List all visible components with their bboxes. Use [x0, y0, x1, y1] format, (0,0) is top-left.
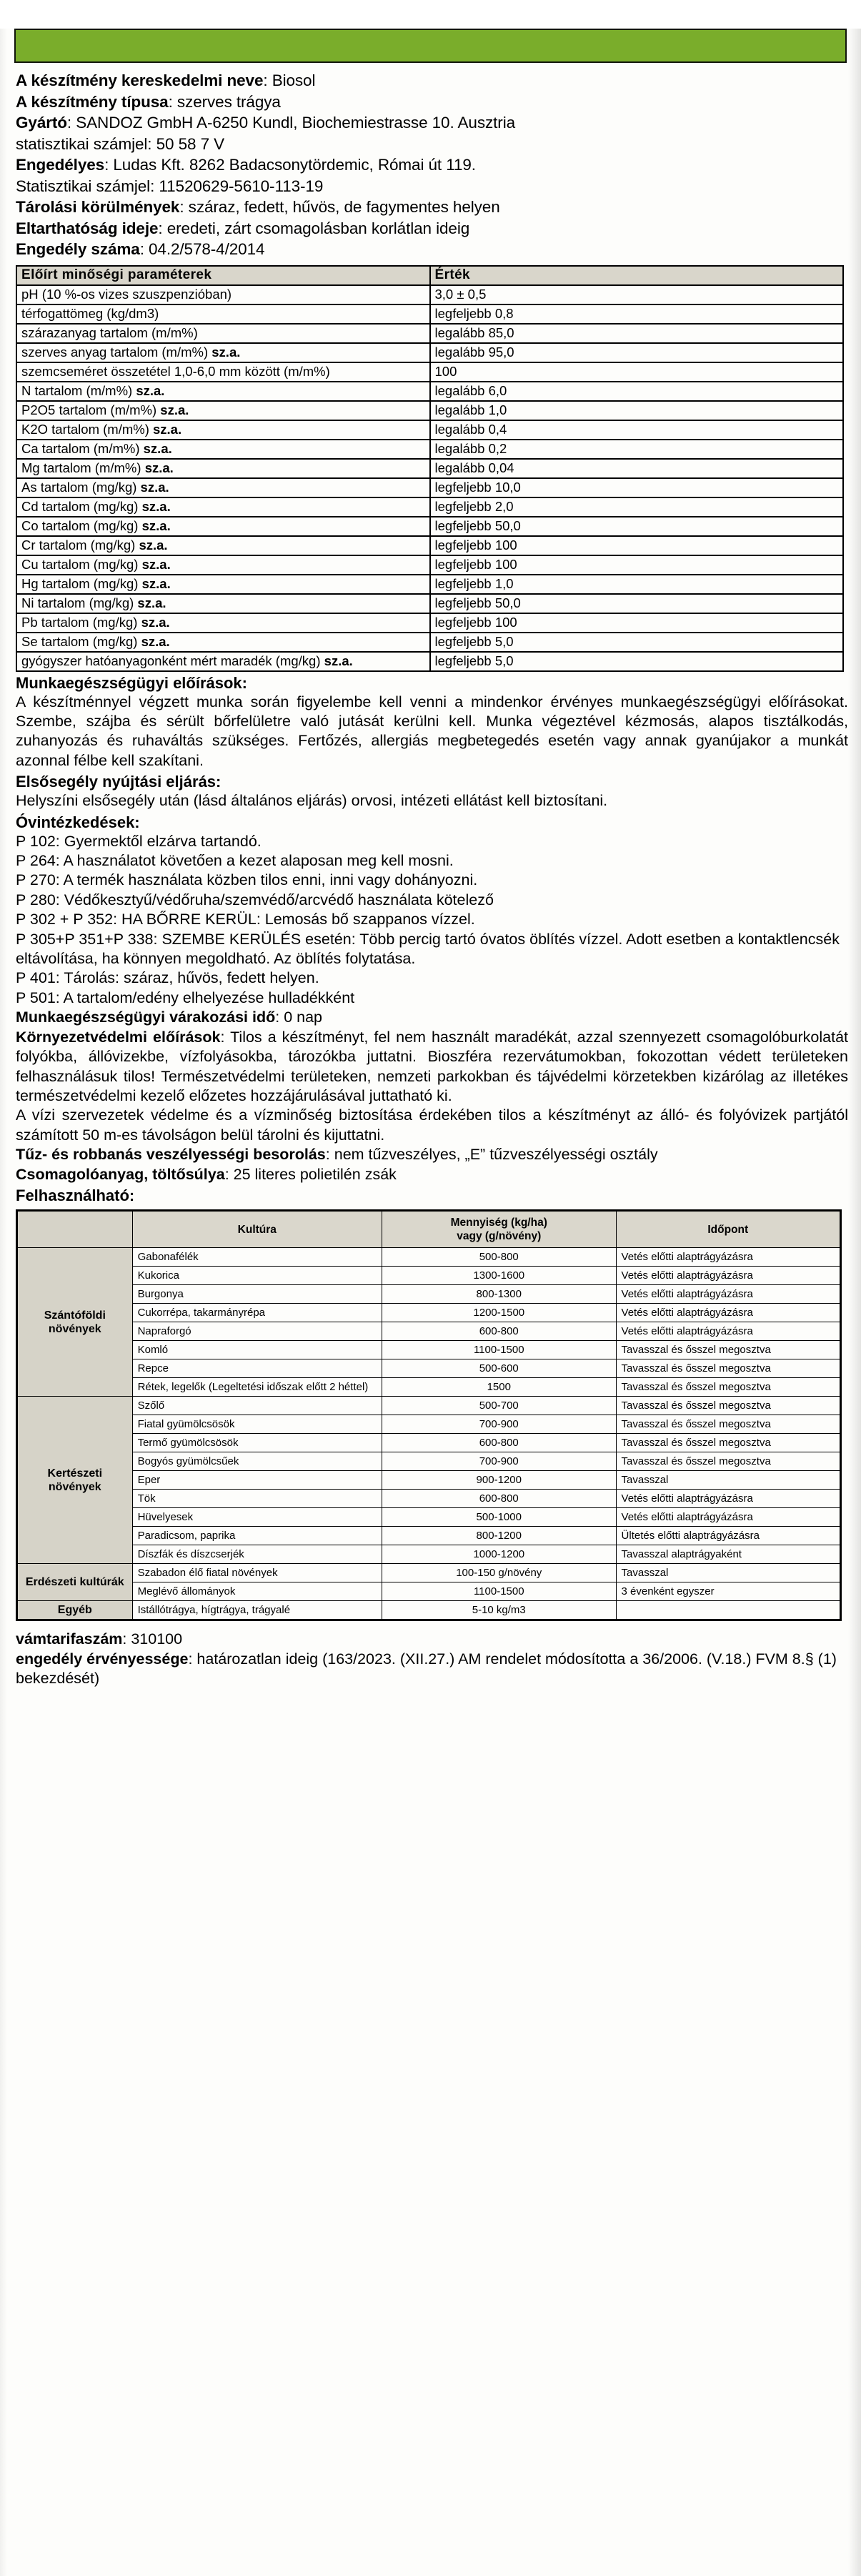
cell-parameter: N tartalom (m/m%) sz.a.	[16, 382, 430, 401]
cell-kultura: Hüvelyesek	[132, 1508, 382, 1527]
product-info-value: 04.2/578-4/2014	[149, 240, 265, 258]
table-row	[16, 536, 843, 555]
quality-parameters-table	[16, 265, 844, 672]
cell-parameter: szerves anyag tartalom (m/m%) sz.a.	[16, 343, 430, 362]
cell-value: legfeljebb 5,0	[430, 652, 844, 671]
cell-kultura: Cukorrépa, takarmányrépa	[132, 1304, 382, 1322]
usage-group-label: Szántóföldi növények	[17, 1248, 133, 1397]
waiting-time-label: Munkaegészségügyi várakozási idő	[16, 1009, 276, 1026]
cell-parameter: Pb tartalom (mg/kg) sz.a.	[16, 613, 430, 633]
cell-kultura: Kukorica	[132, 1267, 382, 1285]
cell-idopont: Tavasszal és ősszel megosztva	[616, 1397, 840, 1415]
packaging-value: 25 literes polietilén zsák	[233, 1165, 397, 1183]
cell-value: legalább 1,0	[430, 401, 844, 420]
cell-value: legalább 6,0	[430, 382, 844, 401]
product-info-value: SANDOZ GmbH A-6250 Kundl, Biochemiestrasse 10. Ausztria	[76, 114, 516, 132]
cell-parameter: K2O tartalom (m/m%) sz.a.	[16, 420, 430, 440]
product-info-label: Engedélyes	[16, 156, 105, 174]
cell-mennyiseg: 800-1200	[382, 1527, 616, 1545]
colon: :	[66, 114, 76, 132]
cell-parameter-suffix: sz.a.	[144, 460, 174, 475]
column-header-value: Érték	[430, 266, 844, 285]
table-row	[17, 1508, 841, 1527]
table-row	[16, 285, 843, 304]
occupational-health-heading: Munkaegészségügyi előírások:	[16, 673, 247, 692]
table-row	[16, 459, 843, 478]
precaution-item: P 102: Gyermektől elzárva tartandó.	[16, 832, 262, 850]
cell-idopont: Vetés előtti alaptrágyázásra	[616, 1248, 840, 1267]
cell-parameter: szárazanyag tartalom (m/m%)	[16, 324, 430, 343]
cell-idopont: Tavasszal	[616, 1564, 840, 1582]
table-row	[17, 1285, 841, 1304]
cell-kultura: Komló	[132, 1341, 382, 1359]
usage-table-body	[17, 1248, 841, 1620]
cell-value: legfeljebb 0,8	[430, 304, 844, 324]
product-info-line	[16, 70, 848, 91]
cell-parameter: Ca tartalom (m/m%) sz.a.	[16, 440, 430, 459]
cell-value: legalább 0,4	[430, 420, 844, 440]
cell-value: legfeljebb 100	[430, 613, 844, 633]
table-row	[17, 1527, 841, 1545]
validity-line	[16, 1650, 848, 1689]
cell-kultura: Termő gyümölcsösök	[132, 1434, 382, 1452]
column-header-kultura: Kultúra	[132, 1211, 382, 1248]
cell-idopont: Vetés előtti alaptrágyázásra	[616, 1267, 840, 1285]
cell-mennyiseg: 1100-1500	[382, 1582, 616, 1601]
product-info-line	[16, 176, 848, 197]
product-info-line	[16, 91, 848, 113]
cell-idopont: Tavasszal és ősszel megosztva	[616, 1341, 840, 1359]
cell-idopont: Vetés előtti alaptrágyázásra	[616, 1490, 840, 1508]
cell-mennyiseg: 800-1300	[382, 1285, 616, 1304]
first-aid-body: Helyszíni elsősegély után (lásd általános eljárás) orvosi, intézeti ellátást kell biztosítani.	[16, 792, 608, 810]
table-row	[16, 555, 843, 575]
product-info-label: Statisztikai számjel	[16, 177, 151, 195]
cell-idopont: 3 évenként egyszer	[616, 1582, 840, 1601]
table-row	[16, 594, 843, 613]
cell-idopont: Vetés előtti alaptrágyázásra	[616, 1322, 840, 1341]
product-info-label: Engedély száma	[16, 240, 140, 258]
cell-mennyiseg: 900-1200	[382, 1471, 616, 1490]
cell-parameter: Cd tartalom (mg/kg) sz.a.	[16, 497, 430, 517]
colon: :	[275, 1009, 284, 1026]
label-content	[0, 70, 861, 1689]
colon: :	[179, 198, 189, 216]
usage-group-label: Erdészeti kultúrák	[17, 1564, 133, 1601]
table-row	[16, 633, 843, 652]
table-row	[16, 324, 843, 343]
table-row	[16, 401, 843, 420]
product-info-value: szerves trágya	[176, 92, 281, 111]
precaution-item: P 302 + P 352: HA BŐRRE KERÜL: Lemosás bő szappanos vízzel.	[16, 911, 475, 928]
colon: :	[263, 71, 272, 89]
product-info-value: Biosol	[272, 71, 316, 89]
product-info-line	[16, 134, 848, 155]
cell-idopont: Vetés előtti alaptrágyázásra	[616, 1508, 840, 1527]
fire-class-value: nem tűzveszélyes, „E” tűzveszélyességi osztály	[334, 1146, 658, 1164]
table-row	[16, 575, 843, 594]
table-row	[16, 497, 843, 517]
cell-parameter: pH (10 %-os vizes szuszpenzióban)	[16, 285, 430, 304]
colon: :	[188, 1650, 197, 1668]
tariff-value: 310100	[131, 1630, 183, 1648]
cell-idopont: Vetés előtti alaptrágyázásra	[616, 1304, 840, 1322]
cell-parameter: Hg tartalom (mg/kg) sz.a.	[16, 575, 430, 594]
cell-parameter-suffix: sz.a.	[140, 480, 169, 495]
table-row	[17, 1601, 841, 1620]
cell-parameter: Se tartalom (mg/kg) sz.a.	[16, 633, 430, 652]
table-row	[16, 362, 843, 382]
usage-group-label: Egyéb	[17, 1601, 133, 1620]
cell-parameter-suffix: sz.a.	[136, 383, 165, 398]
cell-idopont: Tavasszal és ősszel megosztva	[616, 1452, 840, 1471]
cell-mennyiseg: 1500	[382, 1378, 616, 1397]
colon: :	[325, 1146, 334, 1164]
cell-kultura: Bogyós gyümölcsűek	[132, 1452, 382, 1471]
first-aid-heading: Elsősegély nyújtási eljárás:	[16, 773, 222, 791]
column-header-group	[17, 1211, 133, 1248]
product-info-line	[16, 112, 848, 134]
product-info-value: száraz, fedett, hűvös, de fagymentes helyen	[188, 198, 500, 216]
cell-idopont	[616, 1601, 840, 1620]
table-row	[16, 613, 843, 633]
cell-kultura: Burgonya	[132, 1285, 382, 1304]
waiting-time-line	[16, 1008, 848, 1028]
table-row	[17, 1490, 841, 1508]
cell-parameter: P2O5 tartalom (m/m%) sz.a.	[16, 401, 430, 420]
table-row	[17, 1359, 841, 1378]
table-row	[16, 652, 843, 671]
precaution-item: P 264: A használatot követően a kezet alaposan meg kell mosni.	[16, 851, 454, 869]
table-row	[17, 1397, 841, 1415]
cell-parameter-suffix: sz.a.	[141, 557, 171, 572]
product-info-label: A készítmény típusa	[16, 92, 169, 111]
cell-mennyiseg: 1000-1200	[382, 1545, 616, 1564]
cell-mennyiseg: 1200-1500	[382, 1304, 616, 1322]
packaging-line	[16, 1165, 848, 1185]
cell-parameter: gyógyszer hatóanyagonként mért maradék (mg/kg) sz.a.	[16, 652, 430, 671]
table-row	[16, 517, 843, 536]
product-info-value: 50 58 7 V	[156, 134, 225, 153]
product-info-label: A készítmény kereskedelmi neve	[16, 71, 264, 89]
cell-mennyiseg: 600-800	[382, 1490, 616, 1508]
tariff-label: vámtarifaszám	[16, 1630, 123, 1648]
cell-mennyiseg: 500-800	[382, 1248, 616, 1267]
cell-value: legalább 0,04	[430, 459, 844, 478]
colon: :	[150, 177, 159, 195]
cell-mennyiseg: 700-900	[382, 1452, 616, 1471]
cell-kultura: Istállótrágya, hígtrágya, trágyalé	[132, 1601, 382, 1620]
cell-parameter-suffix: sz.a.	[324, 653, 353, 668]
precaution-item: P 270: A termék használata közben tilos enni, inni vagy dohányozni.	[16, 871, 478, 889]
colon: :	[224, 1165, 234, 1183]
cell-parameter: térfogattömeg (kg/dm3)	[16, 304, 430, 324]
table-row	[16, 420, 843, 440]
product-info-line	[16, 154, 848, 176]
table-row	[17, 1434, 841, 1452]
waiting-time-value: 0 nap	[284, 1009, 323, 1026]
colon: :	[147, 134, 156, 153]
product-info-label: Gyártó	[16, 114, 67, 132]
table-row	[17, 1415, 841, 1434]
colon: :	[220, 1028, 231, 1046]
cell-value: legalább 95,0	[430, 343, 844, 362]
cell-kultura: Szabadon élő fiatal növények	[132, 1564, 382, 1582]
cell-parameter-suffix: sz.a.	[211, 345, 241, 360]
cell-kultura: Gabonafélék	[132, 1248, 382, 1267]
cell-idopont: Tavasszal alaptrágyaként	[616, 1545, 840, 1564]
table-row	[17, 1582, 841, 1601]
colon: :	[104, 156, 114, 174]
fire-class-label: Tűz- és robbanás veszélyességi besorolás	[16, 1146, 326, 1164]
cell-kultura: Fiatal gyümölcsösök	[132, 1415, 382, 1434]
mennyiseg-line-1: Mennyiség (kg/ha)	[450, 1217, 547, 1229]
cell-idopont: Vetés előtti alaptrágyázásra	[616, 1285, 840, 1304]
table-row	[17, 1267, 841, 1285]
cell-parameter: szemcseméret összetétel 1,0-6,0 mm között (m/m%)	[16, 362, 430, 382]
table-row	[16, 440, 843, 459]
colon: :	[139, 240, 149, 258]
green-header-bar	[14, 29, 847, 63]
environment-text: Tilos a készítményt, fel nem használt maradékát, azzal szennyezett csomagolóburkolatát folyókba, állóvizekbe, vízfolyásokba, tározókba juttatni. Bioszféra rezervátumokban, fokozottan védett területeken felhasználásuk tilos! Természetvédelmi területeken, nemzeti parkokban és tájvédelmi körzetekben kizárólag az illetékes természetvédelmi kezelő előzetes hozzájárulásával juttatható ki.	[16, 1028, 849, 1104]
precautions-list	[16, 832, 848, 1009]
water-protection-body: A vízi szervezetek védelme és a vízminőség biztosítása érdekében tilos a készítményt az álló- és folyóvizek partjától számított 50 m-es távolságon belül tárolni és kijuttatni.	[16, 1106, 848, 1144]
cell-parameter-suffix: sz.a.	[141, 576, 171, 591]
cell-value: legalább 0,2	[430, 440, 844, 459]
colon: :	[168, 92, 177, 111]
environment-body	[16, 1028, 848, 1106]
cell-value: legfeljebb 1,0	[430, 575, 844, 594]
precautions-heading: Óvintézkedések:	[16, 813, 140, 831]
cell-kultura: Meglévő állományok	[132, 1582, 382, 1601]
product-info-value: eredeti, zárt csomagolásban korlátlan ideig	[166, 219, 470, 237]
cell-value: 3,0 ± 0,5	[430, 285, 844, 304]
cell-parameter: As tartalom (mg/kg) sz.a.	[16, 478, 430, 497]
colon: :	[122, 1630, 131, 1648]
cell-value: 100	[430, 362, 844, 382]
column-header-idopont: Időpont	[616, 1211, 840, 1248]
cell-mennyiseg: 1300-1600	[382, 1267, 616, 1285]
product-label-page	[0, 29, 861, 2576]
mennyiseg-line-2: vagy (g/növény)	[457, 1230, 542, 1243]
cell-mennyiseg: 500-1000	[382, 1508, 616, 1527]
product-info-line	[16, 218, 848, 239]
cell-idopont: Tavasszal	[616, 1471, 840, 1490]
cell-kultura: Paradicsom, paprika	[132, 1527, 382, 1545]
table-row	[17, 1304, 841, 1322]
product-info-block	[16, 70, 848, 260]
cell-idopont: Tavasszal és ősszel megosztva	[616, 1415, 840, 1434]
table-row	[16, 478, 843, 497]
product-info-line	[16, 197, 848, 218]
occupational-health-body: A készítménnyel végzett munka során figyelembe kell venni a mindenkor érvényes munkaegészségügyi előírásokat. Szembe, szájba és sérült bőrfelületre való jutását kerülni kell. Munka végeztével kézmosás, alapos tisztálkodás, zuhanyozás és ruhaváltás szükséges. Fertőzés, allergiás megbetegedés esetén vagy annak gyanújakor a munkát azonnal félbe kell szakítani.	[16, 693, 848, 769]
table-row	[17, 1341, 841, 1359]
usage-heading: Felhasználható:	[16, 1187, 135, 1205]
cell-parameter-suffix: sz.a.	[160, 402, 189, 417]
cell-parameter: Mg tartalom (m/m%) sz.a.	[16, 459, 430, 478]
fire-class-line	[16, 1145, 848, 1164]
quality-table-body	[16, 285, 843, 671]
cell-idopont: Tavasszal és ősszel megosztva	[616, 1434, 840, 1452]
table-row	[17, 1564, 841, 1582]
cell-idopont: Tavasszal és ősszel megosztva	[616, 1359, 840, 1378]
usage-table	[16, 1209, 842, 1621]
cell-kultura: Rétek, legelők (Legeltetési időszak előtt 2 héttel)	[132, 1378, 382, 1397]
cell-parameter-suffix: sz.a.	[141, 518, 171, 533]
cell-parameter-suffix: sz.a.	[139, 538, 168, 553]
cell-parameter: Co tartalom (mg/kg) sz.a.	[16, 517, 430, 536]
cell-value: legfeljebb 2,0	[430, 497, 844, 517]
cell-parameter-suffix: sz.a.	[141, 499, 171, 514]
validity-value: határozatlan ideig (163/2023. (XII.27.) AM rendelet módosította a 36/2006. (V.18.) FVM 8.§ (1) bekezdését)	[16, 1650, 837, 1688]
packaging-label: Csomagolóanyag, töltősúlya	[16, 1165, 225, 1183]
tariff-line	[16, 1630, 848, 1650]
table-row	[17, 1452, 841, 1471]
cell-parameter-suffix: sz.a.	[137, 595, 166, 610]
product-info-line	[16, 239, 848, 260]
cell-kultura: Szőlő	[132, 1397, 382, 1415]
cell-parameter-suffix: sz.a.	[141, 634, 170, 649]
cell-mennyiseg: 600-800	[382, 1434, 616, 1452]
product-info-label: statisztikai számjel	[16, 134, 148, 153]
product-info-value: 11520629-5610-113-19	[159, 177, 324, 195]
table-row	[17, 1545, 841, 1564]
cell-parameter: Cr tartalom (mg/kg) sz.a.	[16, 536, 430, 555]
cell-value: legfeljebb 100	[430, 536, 844, 555]
cell-mennyiseg: 700-900	[382, 1415, 616, 1434]
usage-table-header-row	[17, 1211, 841, 1248]
cell-parameter: Ni tartalom (mg/kg) sz.a.	[16, 594, 430, 613]
cell-kultura: Tök	[132, 1490, 382, 1508]
colon: :	[158, 219, 167, 237]
table-row	[16, 304, 843, 324]
table-row	[16, 382, 843, 401]
product-info-label: Eltarthatóság ideje	[16, 219, 159, 237]
cell-mennyiseg: 100-150 g/növény	[382, 1564, 616, 1582]
precaution-item: P 305+P 351+P 338: SZEMBE KERÜLÉS esetén: Több percig tartó óvatos öblítés vízzel. Adott esetben a kontaktlencsék eltávolítása, ha könnyen megoldható. Az öblítés folytatása.	[16, 930, 840, 967]
cell-kultura: Repce	[132, 1359, 382, 1378]
cell-kultura: Napraforgó	[132, 1322, 382, 1341]
cell-value: legfeljebb 10,0	[430, 478, 844, 497]
precaution-item: P 280: Védőkesztyű/védőruha/szemvédő/arcvédő használata kötelező	[16, 891, 494, 908]
table-row	[16, 343, 843, 362]
environment-label: Környezetvédelmi előírások	[16, 1028, 221, 1046]
cell-parameter: Cu tartalom (mg/kg) sz.a.	[16, 555, 430, 575]
table-row	[17, 1378, 841, 1397]
validity-label: engedély érvényessége	[16, 1650, 189, 1668]
cell-mennyiseg: 500-600	[382, 1359, 616, 1378]
cell-value: legalább 85,0	[430, 324, 844, 343]
cell-kultura: Eper	[132, 1471, 382, 1490]
cell-parameter-suffix: sz.a.	[143, 441, 172, 456]
cell-mennyiseg: 5-10 kg/m3	[382, 1601, 616, 1620]
footer-block	[16, 1630, 848, 1689]
usage-group-label: Kertészeti növények	[17, 1397, 133, 1564]
cell-kultura: Díszfák és díszcserjék	[132, 1545, 382, 1564]
cell-parameter-suffix: sz.a.	[141, 615, 170, 630]
cell-value: legfeljebb 5,0	[430, 633, 844, 652]
cell-mennyiseg: 600-800	[382, 1322, 616, 1341]
product-info-label: Tárolási körülmények	[16, 198, 180, 216]
cell-mennyiseg: 500-700	[382, 1397, 616, 1415]
cell-idopont: Tavasszal és ősszel megosztva	[616, 1378, 840, 1397]
cell-idopont: Ültetés előtti alaptrágyázásra	[616, 1527, 840, 1545]
precaution-item: P 501: A tartalom/edény elhelyezése hulladékként	[16, 989, 355, 1006]
column-header-parameter: Előírt minőségi paraméterek	[16, 266, 430, 285]
cell-value: legfeljebb 50,0	[430, 594, 844, 613]
cell-value: legfeljebb 100	[430, 555, 844, 575]
table-header-row	[16, 266, 843, 285]
column-header-mennyiseg	[382, 1211, 616, 1248]
table-row	[17, 1248, 841, 1267]
table-row	[17, 1471, 841, 1490]
table-row	[17, 1322, 841, 1341]
precaution-item: P 401: Tárolás: száraz, hűvös, fedett helyen.	[16, 969, 319, 987]
cell-value: legfeljebb 50,0	[430, 517, 844, 536]
product-info-value: Ludas Kft. 8262 Badacsonytördemic, Római út 119.	[113, 156, 476, 174]
cell-parameter-suffix: sz.a.	[153, 422, 182, 437]
cell-mennyiseg: 1100-1500	[382, 1341, 616, 1359]
